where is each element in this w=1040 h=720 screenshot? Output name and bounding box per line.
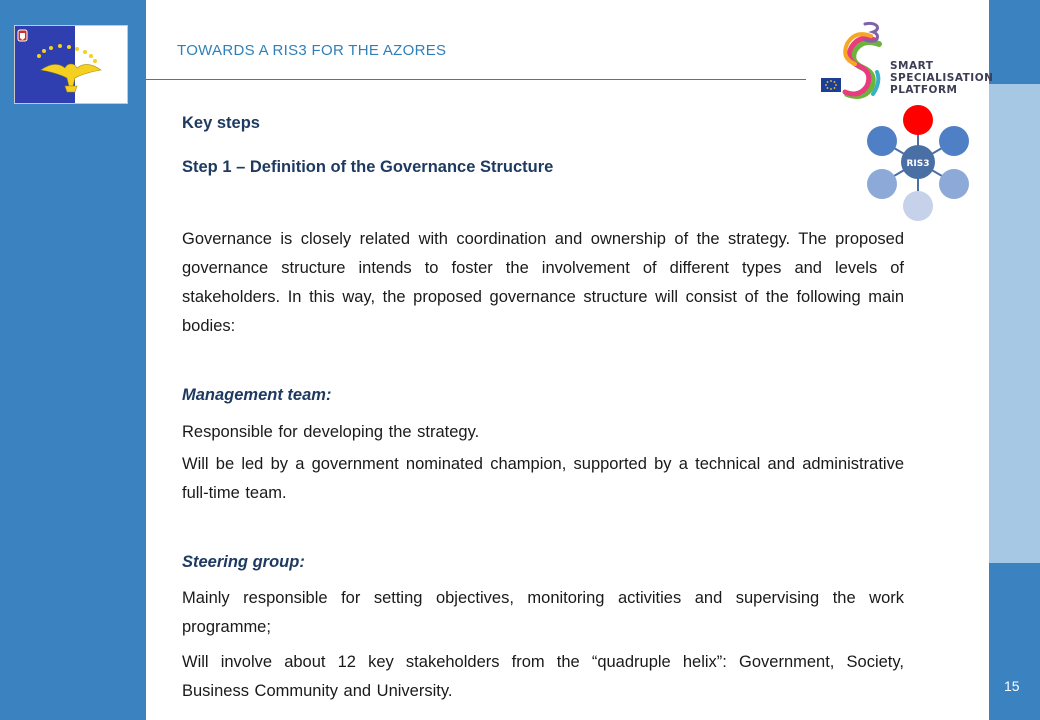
logo-text <box>890 60 993 96</box>
diagram-node-top-right <box>939 126 969 156</box>
diagram-node-bottom-left <box>867 169 897 199</box>
intro-paragraph: Governance is closely related with coordination and ownership of the strategy. The proposed governance structure intends to foster the involvement of different types and levels of stakeholders. In this way, the proposed governance structure will consist of the following main bodies: <box>182 230 904 335</box>
page-number: 15 <box>1004 678 1020 694</box>
steering-group-heading: Steering group: <box>182 553 305 571</box>
right-band-middle <box>989 84 1040 563</box>
smart-specialisation-platform-logo <box>815 20 994 110</box>
diagram-center-label: RIS3 <box>906 159 930 169</box>
diagram-node-top-left <box>867 126 897 156</box>
azores-flag-image <box>14 25 128 104</box>
diagram-node-bottom-right <box>939 169 969 199</box>
flag-emblem-icon <box>15 26 127 103</box>
management-team-heading: Management team: <box>182 386 332 404</box>
ris3-cycle-diagram <box>860 104 980 222</box>
management-responsibility-text: Responsible for developing the strategy. <box>182 423 480 441</box>
step-1-heading: Step 1 – Definition of the Governance Structure <box>182 158 554 176</box>
left-blue-band <box>0 0 146 720</box>
key-steps-heading: Key steps <box>182 114 260 132</box>
logo-line-specialisation: SPECIALISATION <box>890 72 994 84</box>
diagram-node-top <box>903 105 933 135</box>
management-leadership-text: Will be led by a government nominated champion, supported by a technical and administrative full-time team. <box>182 455 904 502</box>
header-divider <box>146 79 806 80</box>
right-band-bottom <box>989 563 1040 720</box>
right-band-top <box>989 0 1040 84</box>
logo-line-smart: SMART <box>890 60 934 72</box>
header-title: TOWARDS A RIS3 FOR THE AZORES <box>177 42 447 59</box>
steering-responsibility-text: Mainly responsible for setting objectives, monitoring activities and supervising the work programme; <box>182 589 904 636</box>
logo-line-platform: PLATFORM <box>890 84 958 96</box>
diagram-node-bottom <box>903 191 933 221</box>
steering-stakeholders-text: Will involve about 12 key stakeholders from the “quadruple helix”: Government, Society, Business Community and University. <box>182 653 904 700</box>
